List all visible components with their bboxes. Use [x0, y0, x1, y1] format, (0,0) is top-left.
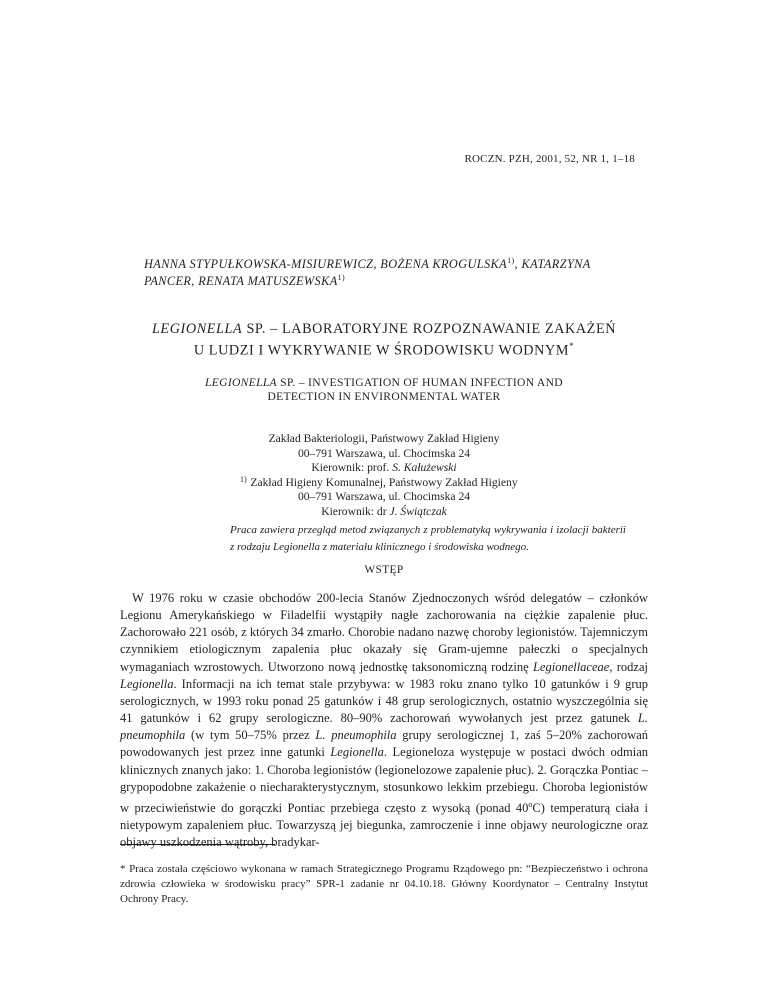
body-text: C) temperaturą ciała i nietypowym zapaleniem płuc. Towarzyszą jej biegunka, zamroczenie i inne objawy neurologiczne oraz objawy uszkodzenia wątroby, bradykar-	[120, 801, 648, 850]
affiliation-line: Zakład Higieny Komunalnej, Państwowy Zakład Higieny	[250, 475, 518, 489]
affiliations	[100, 432, 668, 520]
title-text: U LUDZI I WYKRYWANIE W ŚRODOWISKU WODNYM	[193, 342, 570, 359]
taxon-name: L. pneumophila	[315, 728, 397, 743]
title-text: SP. – LABORATORYJNE ROZPOZNAWANIE ZAKAŻEŃ	[242, 321, 617, 337]
body-text: W 1976 roku w czasie obchodów 200-lecia Stanów Zjednoczonych wśród delegatów – członków Legionu Amerykańskiego w Filadelfii wystąpiły nagłe zachorowania na ciężkie zapalenie płuc. Zachorowało 221 osób, z których 34 zmarło. Chorobie nadano nazwę choroby legionistów. Tajemniczym czynnikiem etiologicznym zapalenia płuc okazały się Gram-ujemne pałeczki o specjalnych wymaganiach wzrostowych. Utworzono nową jednostkę taksonomiczną rodzinę	[120, 591, 648, 674]
authors-line-2	[144, 273, 644, 290]
authors-text: PANCER, RENATA MATUSZEWSKA	[144, 274, 338, 288]
taxon-name: Legionella	[330, 745, 384, 760]
body-text: . Informacji na ich temat stale przybywa: w 1983 roku znano tylko 10 gatunków i 9 grup serologicznych, w 1993 roku ponad 25 gatunków i 48 grup serologicznych, ostatnio wyszczególnia się 41 gatunków i 62 grupy serologiczne. 80–90% zachorowań wywołanych jest przez gatunek	[120, 676, 648, 726]
body-paragraph	[120, 590, 648, 852]
authors-text: , KATARZYNA	[514, 257, 591, 271]
authors-line-1	[144, 256, 644, 273]
affiliation-line: 00–791 Warszawa, ul. Chocimska 24	[297, 490, 471, 504]
journal-citation: ROCZN. PZH, 2001, 52, NR 1, 1–18	[464, 153, 635, 165]
body-text: . Legioneloza występuje w postaci dwóch odmian klinicznych znanych jako: 1. Choroba legionistów (legionelozowe zapalenie płuc). 2. Gorączka Pontiac – grypopodobne zakażenie o niecharakterystycznym, stosunkowo lekkim przebiegu. Choroba legionistów w przeciwieństwie do gorączki Pontiac przebiega często z wysoką (ponad 40	[120, 745, 648, 816]
degree-mark: o	[528, 799, 533, 809]
footnote-mark: *	[569, 341, 575, 351]
body-text: , rodzaj	[609, 659, 648, 674]
title-english	[100, 376, 668, 404]
title-genus: LEGIONELLA	[151, 321, 243, 337]
head-name: S. Kałużewski	[392, 461, 457, 475]
taxon-name: L. pneumophila	[120, 711, 648, 743]
affiliation-mark: 1)	[337, 272, 346, 282]
footnote: * Praca została częściowo wykonana w ramach Strategicznego Programu Rządowego pn: “Bezpieczeństwo i ochrona zdrowia człowieka w środowisku pracy” SPR-1 zadanie nr 04.10.18. Główny Koordynator – Centralny Instytut Ochrony Pracy.	[120, 863, 648, 905]
affiliation-text: Kierownik: dr	[321, 504, 390, 518]
body-text: grupy serologicznej 1, zaś 5–20% zachorowań powodowanych jest przez inne gatunki	[120, 728, 648, 760]
title-text: DETECTION IN ENVIRONMENTAL WATER	[267, 390, 501, 403]
affiliation-line	[100, 461, 668, 476]
affiliation-text: Kierownik: prof.	[311, 461, 393, 475]
taxon-name: Legionellaceae	[532, 659, 610, 674]
title-polish	[100, 321, 668, 360]
title-text: SP. – INVESTIGATION OF HUMAN INFECTION AND	[276, 376, 563, 389]
affiliation-line	[100, 505, 668, 520]
affiliation-mark: 1)	[240, 475, 247, 484]
abstract: Praca zawiera przegląd metod związanych z problematyką wykrywania i izolacji bakterii z rodzaju Legionella z materiału klinicznego i środowiska wodnego.	[230, 524, 626, 553]
body-text: (w tym 50–75% przez	[185, 728, 316, 743]
taxon-name: Legionella	[120, 676, 174, 691]
head-name: J. Świątczak	[389, 504, 447, 518]
title-genus: LEGIONELLA	[205, 376, 277, 389]
authors	[144, 256, 644, 290]
footnote-divider	[120, 844, 275, 845]
affiliation-line: 00–791 Warszawa, ul. Chocimska 24	[297, 446, 471, 460]
affiliation-line: Zakład Bakteriologii, Państwowy Zakład Higieny	[268, 432, 500, 445]
authors-text: HANNA STYPUŁKOWSKA-MISIUREWICZ, BOŻENA KROGULSKA	[144, 257, 508, 271]
affiliation-mark: 1)	[507, 255, 515, 265]
section-heading: WSTĘP	[364, 564, 404, 576]
